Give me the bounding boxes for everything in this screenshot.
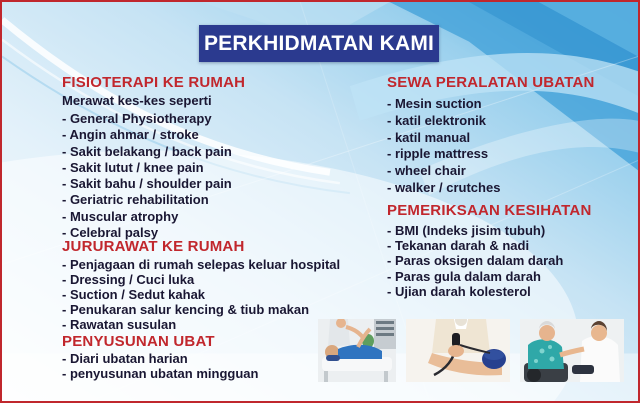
- service-list: [387, 223, 632, 299]
- list-item: - katil manual: [387, 129, 471, 145]
- list-item: - Suction / Sedut kahak: [62, 287, 206, 303]
- list-item: - Ujian darah kolesterol: [387, 283, 531, 299]
- section-heading: JURURAWAT KE RUMAH: [62, 238, 245, 255]
- list-item: - Geriatric rehabilitation: [62, 192, 209, 208]
- list-item: - penyusunan ubatan mingguan: [62, 365, 259, 381]
- photo-nurse-with-elderly-patient: [520, 319, 624, 382]
- list-item: - Penjagaan di rumah selepas keluar hospital: [62, 257, 341, 272]
- list-item: - Muscular atrophy: [62, 208, 179, 224]
- section-penyusunan-ubat: [62, 333, 362, 381]
- list-item: - BMI (Indeks jisim tubuh): [387, 223, 546, 238]
- list-item: - Rawatan susulan: [62, 317, 177, 333]
- list-item: - Sakit bahu / shoulder pain: [62, 176, 232, 192]
- section-pemeriksaan-kesihatan: [387, 202, 632, 299]
- list-item: - ripple mattress: [387, 146, 489, 162]
- section-heading: PEMERIKSAAN KESIHATAN: [387, 202, 592, 219]
- section-sewa-peralatan: [387, 74, 632, 197]
- list-item: - Penukaran salur kencing & tiub makan: [62, 302, 310, 318]
- photo-blood-pressure-check: [406, 319, 510, 382]
- service-list: [62, 111, 382, 241]
- list-item: - Sakit belakang / back pain: [62, 143, 232, 159]
- service-list: [62, 352, 362, 381]
- list-item: - walker / crutches: [387, 179, 501, 195]
- section-subheading: Merawat kes-kes seperti: [62, 93, 212, 108]
- title-banner: [199, 25, 439, 62]
- section-fisioterapi: [62, 74, 382, 241]
- photo-strip: [318, 319, 624, 382]
- list-item: - Paras gula dalam darah: [387, 268, 541, 284]
- list-item: - katil elektronik: [387, 112, 486, 128]
- list-item: - Tekanan darah & nadi: [387, 238, 530, 254]
- list-item: - Paras oksigen dalam darah: [387, 253, 564, 269]
- service-list: [387, 96, 632, 197]
- list-item: - wheel chair: [387, 163, 466, 179]
- list-item: - General Physiotherapy: [62, 111, 212, 126]
- section-heading: FISIOTERAPI KE RUMAH: [62, 74, 246, 91]
- list-item: - Celebral palsy: [62, 225, 159, 241]
- photo-physiotherapy-session: [318, 319, 396, 382]
- section-heading: PENYUSUNAN UBAT: [62, 333, 215, 350]
- list-item: - Mesin suction: [387, 96, 482, 111]
- page-title: PERKHIDMATAN KAMI: [203, 31, 435, 55]
- list-item: - Diari ubatan harian: [62, 351, 188, 366]
- list-item: - Angin ahmar / stroke: [62, 127, 199, 143]
- section-heading: SEWA PERALATAN UBATAN: [387, 74, 595, 91]
- list-item: - Dressing / Cuci luka: [62, 272, 195, 288]
- list-item: - Sakit lutut / knee pain: [62, 159, 204, 175]
